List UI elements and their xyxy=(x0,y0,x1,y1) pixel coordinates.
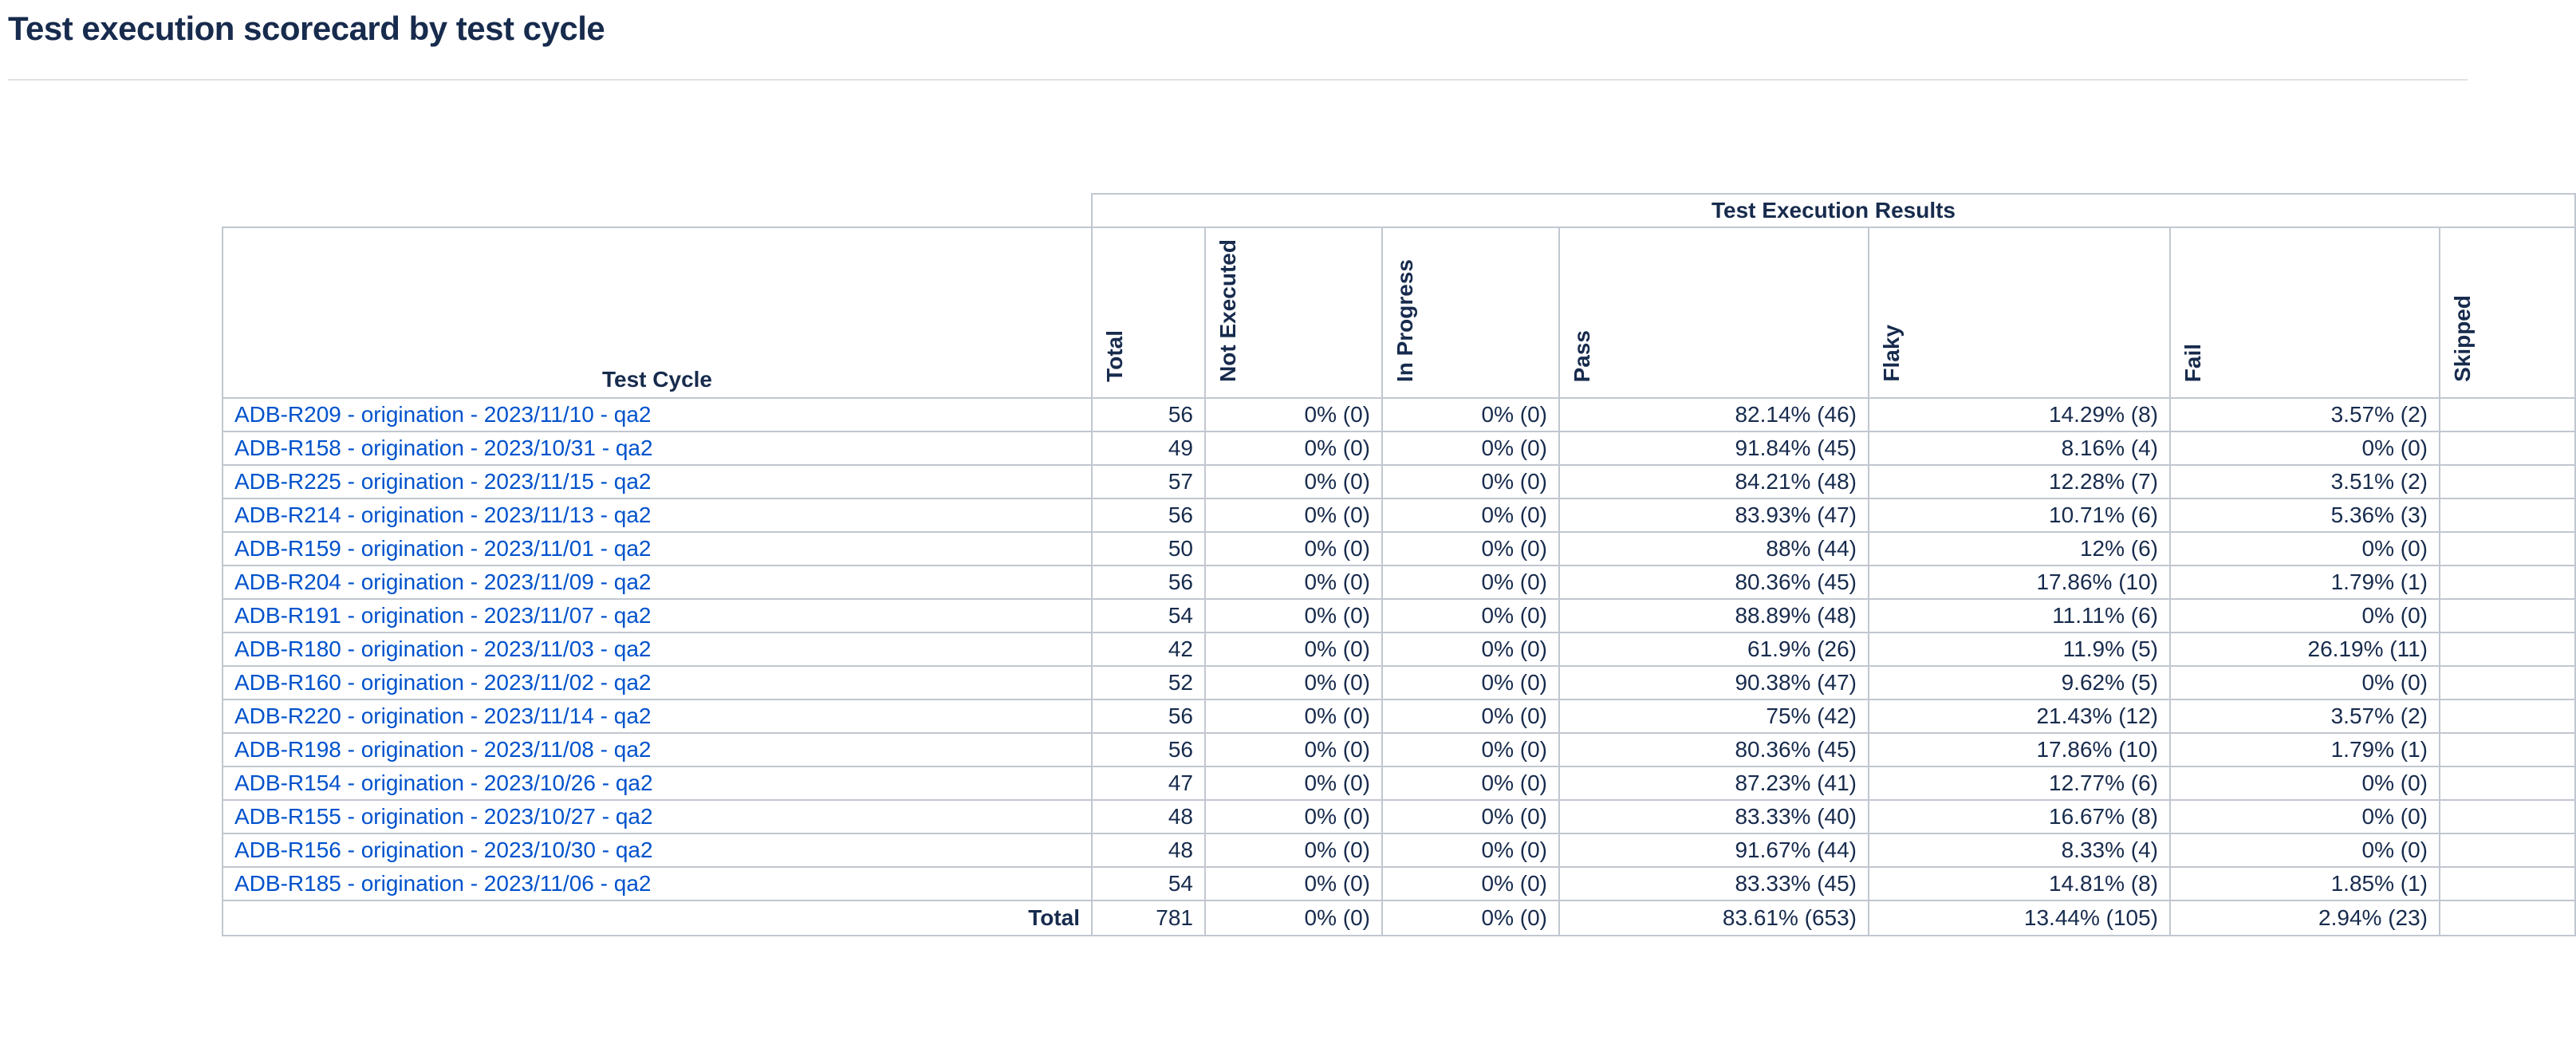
cell-pass: 87.23% (41) xyxy=(1559,766,1869,800)
cell-flaky: 12.28% (7) xyxy=(1869,465,2170,499)
scorecard-body xyxy=(223,398,2575,936)
test-cycle-cell xyxy=(223,532,1092,565)
cell-in-progress: 0% (0) xyxy=(1382,432,1559,465)
column-header-test-cycle: Test Cycle xyxy=(223,227,1092,398)
totals-skipped xyxy=(2440,900,2575,936)
table-row xyxy=(223,666,2575,699)
cell-not-executed: 0% (0) xyxy=(1205,465,1382,499)
test-cycle-link[interactable]: ADB-R154 - origination - 2023/10/26 - qa2 xyxy=(234,770,653,795)
cell-in-progress: 0% (0) xyxy=(1382,599,1559,632)
title-divider xyxy=(8,79,2468,81)
test-cycle-cell xyxy=(223,499,1092,532)
cell-skipped xyxy=(2440,666,2575,699)
cell-skipped xyxy=(2440,565,2575,599)
test-cycle-cell xyxy=(223,565,1092,599)
cell-flaky: 8.33% (4) xyxy=(1869,833,2170,867)
cell-skipped xyxy=(2440,632,2575,666)
cell-total: 48 xyxy=(1092,833,1205,867)
table-row xyxy=(223,800,2575,833)
test-cycle-link[interactable]: ADB-R209 - origination - 2023/11/10 - qa2 xyxy=(234,402,652,427)
cell-in-progress: 0% (0) xyxy=(1382,532,1559,565)
cell-flaky: 21.43% (12) xyxy=(1869,699,2170,733)
cell-in-progress: 0% (0) xyxy=(1382,867,1559,900)
cell-flaky: 12.77% (6) xyxy=(1869,766,2170,800)
cell-skipped xyxy=(2440,867,2575,900)
cell-pass: 83.33% (40) xyxy=(1559,800,1869,833)
table-row xyxy=(223,733,2575,766)
test-cycle-link[interactable]: ADB-R225 - origination - 2023/11/15 - qa2 xyxy=(234,469,652,494)
test-cycle-cell xyxy=(223,398,1092,432)
cell-not-executed: 0% (0) xyxy=(1205,599,1382,632)
column-header-total-label: Total xyxy=(1102,330,1127,382)
test-cycle-cell xyxy=(223,666,1092,699)
table-row xyxy=(223,766,2575,800)
cell-pass: 80.36% (45) xyxy=(1559,733,1869,766)
cell-pass: 83.33% (45) xyxy=(1559,867,1869,900)
cell-fail: 1.85% (1) xyxy=(2170,867,2440,900)
column-header-skipped-label: Skipped xyxy=(2450,295,2475,382)
cell-total: 57 xyxy=(1092,465,1205,499)
cell-skipped xyxy=(2440,733,2575,766)
column-header-pass-label: Pass xyxy=(1570,329,1594,382)
test-cycle-cell xyxy=(223,733,1092,766)
test-cycle-cell xyxy=(223,867,1092,900)
cell-in-progress: 0% (0) xyxy=(1382,632,1559,666)
cell-total: 56 xyxy=(1092,733,1205,766)
cell-total: 47 xyxy=(1092,766,1205,800)
totals-not-executed: 0% (0) xyxy=(1205,900,1382,936)
cell-in-progress: 0% (0) xyxy=(1382,398,1559,432)
cell-pass: 88% (44) xyxy=(1559,532,1869,565)
table-row xyxy=(223,699,2575,733)
cell-skipped xyxy=(2440,398,2575,432)
cell-pass: 61.9% (26) xyxy=(1559,632,1869,666)
test-cycle-cell xyxy=(223,699,1092,733)
cell-not-executed: 0% (0) xyxy=(1205,632,1382,666)
totals-label: Total xyxy=(223,900,1092,936)
cell-skipped xyxy=(2440,599,2575,632)
test-cycle-link[interactable]: ADB-R155 - origination - 2023/10/27 - qa2 xyxy=(234,804,653,829)
group-header-row xyxy=(223,194,2575,227)
cell-not-executed: 0% (0) xyxy=(1205,800,1382,833)
cell-fail: 0% (0) xyxy=(2170,599,2440,632)
cell-not-executed: 0% (0) xyxy=(1205,766,1382,800)
cell-not-executed: 0% (0) xyxy=(1205,833,1382,867)
column-header-flaky xyxy=(1869,227,2170,398)
table-row xyxy=(223,432,2575,465)
cell-skipped xyxy=(2440,532,2575,565)
cell-in-progress: 0% (0) xyxy=(1382,565,1559,599)
cell-in-progress: 0% (0) xyxy=(1382,666,1559,699)
cell-fail: 0% (0) xyxy=(2170,666,2440,699)
cell-skipped xyxy=(2440,766,2575,800)
cell-in-progress: 0% (0) xyxy=(1382,833,1559,867)
cell-pass: 84.21% (48) xyxy=(1559,465,1869,499)
table-row xyxy=(223,465,2575,499)
cell-total: 48 xyxy=(1092,800,1205,833)
cell-flaky: 8.16% (4) xyxy=(1869,432,2170,465)
cell-total: 56 xyxy=(1092,499,1205,532)
cell-fail: 1.79% (1) xyxy=(2170,733,2440,766)
cell-in-progress: 0% (0) xyxy=(1382,733,1559,766)
test-cycle-cell xyxy=(223,833,1092,867)
cell-flaky: 14.29% (8) xyxy=(1869,398,2170,432)
cell-total: 54 xyxy=(1092,867,1205,900)
totals-in-progress: 0% (0) xyxy=(1382,900,1559,936)
test-cycle-cell xyxy=(223,465,1092,499)
test-cycle-cell xyxy=(223,800,1092,833)
cell-skipped xyxy=(2440,432,2575,465)
cell-flaky: 11.11% (6) xyxy=(1869,599,2170,632)
test-cycle-link[interactable]: ADB-R204 - origination - 2023/11/09 - qa2 xyxy=(234,569,652,594)
page-title: Test execution scorecard by test cycle xyxy=(8,10,605,47)
cell-pass: 91.67% (44) xyxy=(1559,833,1869,867)
table-row xyxy=(223,833,2575,867)
cell-not-executed: 0% (0) xyxy=(1205,532,1382,565)
cell-not-executed: 0% (0) xyxy=(1205,666,1382,699)
test-cycle-cell xyxy=(223,632,1092,666)
scorecard-table-container[interactable] xyxy=(222,193,2475,936)
cell-fail: 0% (0) xyxy=(2170,800,2440,833)
cell-not-executed: 0% (0) xyxy=(1205,398,1382,432)
cell-flaky: 14.81% (8) xyxy=(1869,867,2170,900)
cell-pass: 75% (42) xyxy=(1559,699,1869,733)
test-execution-results-header: Test Execution Results xyxy=(1092,194,2575,227)
cell-fail: 0% (0) xyxy=(2170,833,2440,867)
cell-fail: 0% (0) xyxy=(2170,432,2440,465)
table-row xyxy=(223,599,2575,632)
cell-total: 56 xyxy=(1092,565,1205,599)
cell-pass: 80.36% (45) xyxy=(1559,565,1869,599)
cell-not-executed: 0% (0) xyxy=(1205,699,1382,733)
cell-fail: 3.57% (2) xyxy=(2170,699,2440,733)
scorecard-table xyxy=(222,193,2576,936)
cell-fail: 0% (0) xyxy=(2170,766,2440,800)
cell-not-executed: 0% (0) xyxy=(1205,565,1382,599)
test-cycle-link[interactable]: ADB-R185 - origination - 2023/11/06 - qa2 xyxy=(234,871,652,896)
cell-not-executed: 0% (0) xyxy=(1205,867,1382,900)
table-row xyxy=(223,398,2575,432)
cell-flaky: 10.71% (6) xyxy=(1869,499,2170,532)
cell-flaky: 12% (6) xyxy=(1869,532,2170,565)
cell-pass: 82.14% (46) xyxy=(1559,398,1869,432)
column-header-skipped xyxy=(2440,227,2575,398)
cell-in-progress: 0% (0) xyxy=(1382,766,1559,800)
cell-flaky: 17.86% (10) xyxy=(1869,733,2170,766)
column-header-in-progress xyxy=(1382,227,1559,398)
cell-skipped xyxy=(2440,800,2575,833)
column-header-not-executed xyxy=(1205,227,1382,398)
table-row xyxy=(223,499,2575,532)
column-header-fail xyxy=(2170,227,2440,398)
cell-skipped xyxy=(2440,499,2575,532)
test-cycle-cell xyxy=(223,599,1092,632)
cell-flaky: 17.86% (10) xyxy=(1869,565,2170,599)
test-cycle-link[interactable]: ADB-R220 - origination - 2023/11/14 - qa2 xyxy=(234,703,652,728)
totals-flaky: 13.44% (105) xyxy=(1869,900,2170,936)
cell-not-executed: 0% (0) xyxy=(1205,499,1382,532)
cell-total: 54 xyxy=(1092,599,1205,632)
cell-fail: 5.36% (3) xyxy=(2170,499,2440,532)
test-cycle-link[interactable]: ADB-R180 - origination - 2023/11/03 - qa2 xyxy=(234,636,652,661)
totals-pass: 83.61% (653) xyxy=(1559,900,1869,936)
cell-flaky: 11.9% (5) xyxy=(1869,632,2170,666)
cell-skipped xyxy=(2440,699,2575,733)
table-row xyxy=(223,867,2575,900)
cell-skipped xyxy=(2440,465,2575,499)
totals-total: 781 xyxy=(1092,900,1205,936)
test-cycle-link[interactable]: ADB-R198 - origination - 2023/11/08 - qa2 xyxy=(234,737,652,762)
cell-total: 49 xyxy=(1092,432,1205,465)
cell-total: 52 xyxy=(1092,666,1205,699)
cell-total: 50 xyxy=(1092,532,1205,565)
test-cycle-cell xyxy=(223,766,1092,800)
test-cycle-link[interactable]: ADB-R156 - origination - 2023/10/30 - qa2 xyxy=(234,837,653,862)
cell-fail: 3.57% (2) xyxy=(2170,398,2440,432)
cell-in-progress: 0% (0) xyxy=(1382,699,1559,733)
test-cycle-link[interactable]: ADB-R214 - origination - 2023/11/13 - qa2 xyxy=(234,502,652,527)
cell-skipped xyxy=(2440,833,2575,867)
cell-flaky: 16.67% (8) xyxy=(1869,800,2170,833)
cell-fail: 1.79% (1) xyxy=(2170,565,2440,599)
column-header-in-progress-label: In Progress xyxy=(1392,258,1417,382)
cell-pass: 90.38% (47) xyxy=(1559,666,1869,699)
column-header-fail-label: Fail xyxy=(2180,343,2205,382)
totals-row xyxy=(223,900,2575,936)
cell-in-progress: 0% (0) xyxy=(1382,499,1559,532)
cell-total: 42 xyxy=(1092,632,1205,666)
cell-pass: 83.93% (47) xyxy=(1559,499,1869,532)
test-cycle-cell xyxy=(223,432,1092,465)
cell-total: 56 xyxy=(1092,699,1205,733)
test-cycle-link[interactable]: ADB-R160 - origination - 2023/11/02 - qa2 xyxy=(234,670,652,695)
totals-fail: 2.94% (23) xyxy=(2170,900,2440,936)
cell-not-executed: 0% (0) xyxy=(1205,733,1382,766)
cell-pass: 88.89% (48) xyxy=(1559,599,1869,632)
cell-fail: 26.19% (11) xyxy=(2170,632,2440,666)
group-header-spacer xyxy=(223,194,1092,227)
column-header-not-executed-label: Not Executed xyxy=(1215,239,1240,382)
cell-in-progress: 0% (0) xyxy=(1382,800,1559,833)
test-cycle-link[interactable]: ADB-R191 - origination - 2023/11/07 - qa2 xyxy=(234,603,652,628)
column-header-pass xyxy=(1559,227,1869,398)
cell-fail: 3.51% (2) xyxy=(2170,465,2440,499)
test-cycle-link[interactable]: ADB-R158 - origination - 2023/10/31 - qa2 xyxy=(234,435,653,460)
column-header-flaky-label: Flaky xyxy=(1879,325,1904,382)
cell-not-executed: 0% (0) xyxy=(1205,432,1382,465)
column-header-total xyxy=(1092,227,1205,398)
cell-pass: 91.84% (45) xyxy=(1559,432,1869,465)
cell-flaky: 9.62% (5) xyxy=(1869,666,2170,699)
cell-fail: 0% (0) xyxy=(2170,532,2440,565)
test-cycle-link[interactable]: ADB-R159 - origination - 2023/11/01 - qa2 xyxy=(234,536,652,561)
cell-total: 56 xyxy=(1092,398,1205,432)
cell-in-progress: 0% (0) xyxy=(1382,465,1559,499)
table-row xyxy=(223,532,2575,565)
table-row xyxy=(223,565,2575,599)
column-header-row xyxy=(223,227,2575,398)
table-row xyxy=(223,632,2575,666)
